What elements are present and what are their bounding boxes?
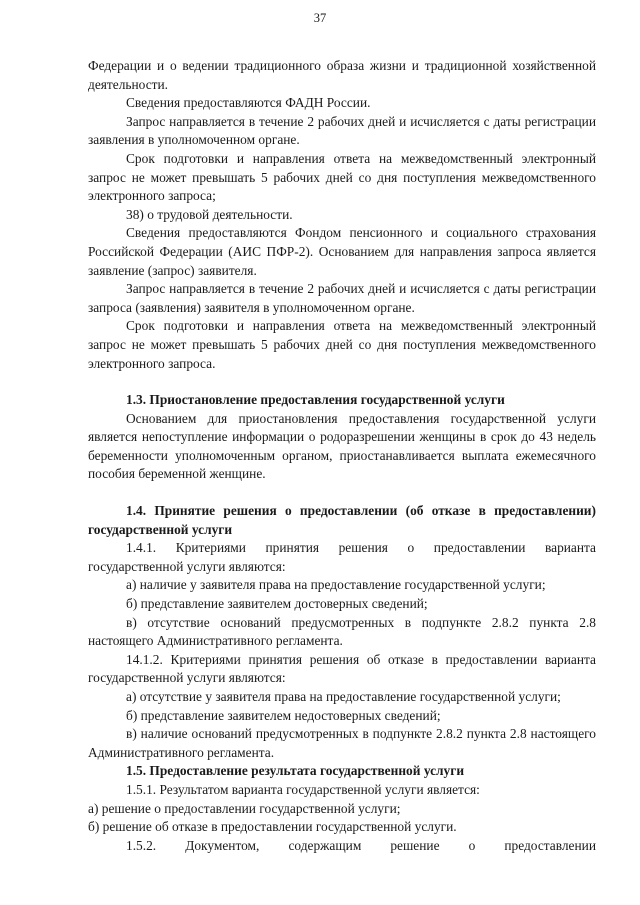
section-1-4-item: 14.1.2. Критериями принятия решения об отказе в предоставлении варианта государственной услуги являются: [88, 651, 596, 686]
section-heading-1-3: 1.3. Приостановление предоставления государственной услуги [126, 392, 505, 408]
paragraph: Сведения предоставляются ФАДН России. [126, 95, 371, 111]
section-1-4-item: в) отсутствие оснований предусмотренных в подпункте 2.8.2 пункта 2.8 настоящего Административного регламента. [88, 614, 596, 649]
paragraph: 38) о трудовой деятельности. [126, 206, 293, 222]
paragraph: Срок подготовки и направления ответа на межведомственный электронный запрос не может превышать 5 рабочих дней со дня поступления межведомственного электронного запроса. [88, 318, 596, 371]
page-number: 37 [313, 11, 327, 25]
section-1-4-item: а) отсутствие у заявителя права на предоставление государственной услуги; [126, 689, 561, 704]
paragraph: Федерации и о ведении традиционного образа жизни и традиционной хозяйственной деятельности. [88, 58, 596, 92]
section-1-4-item: а) наличие у заявителя права на предоставление государственной услуги; [126, 577, 546, 593]
section-1-4-item: в) наличие оснований предусмотренных в подпункте 2.8.2 пункта 2.8 настоящего Административного регламента. [88, 726, 596, 760]
section-1-5-item: 1.5.1. Результатом варианта государственной услуги является: [126, 781, 480, 797]
section-heading-1-5: 1.5. Предоставление результата государственной услуги [126, 763, 465, 779]
section-1-5-item: б) решение об отказе в предоставлении государственной услуги. [88, 819, 457, 835]
paragraph: Срок подготовки и направления ответа на межведомственный электронный запрос не может превышать 5 рабочих дней со дня поступления межведомственного электронного запроса; [88, 150, 596, 204]
section-1-3-text: Основанием для приостановления предоставления государственной услуги является непоступление информации о родоразрешении женщины в срок до 43 недель беременности уполномоченным органом, приостанавливается выплата ежемесячного пособия беременной женщине. [88, 410, 596, 482]
section-1-4-item: 1.4.1. Критериями принятия решения о предоставлении варианта государственной услуги являются: [88, 540, 596, 574]
section-1-5-item: а) решение о предоставлении государственной услуги; [88, 800, 401, 816]
section-1-5-item: 1.5.2. Документом, содержащим решение о предоставлении [126, 837, 596, 853]
paragraph: Запрос направляется в течение 2 рабочих дней и исчисляется с даты регистрации заявления в уполномоченном органе. [88, 113, 596, 148]
section-1-4-item: б) представление заявителем недостоверных сведений; [126, 707, 441, 723]
section-1-4-item: б) представление заявителем достоверных сведений; [126, 596, 428, 612]
section-heading-1-4: 1.4. Принятие решения о предоставлении (об отказе в предоставлении) государственной услуги [88, 503, 596, 537]
paragraph: Сведения предоставляются Фондом пенсионного и социального страхования Российской Федерации (АИС ПФР-2). Основанием для направления запроса является заявление (запрос) заявителя. [88, 225, 596, 278]
paragraph: Запрос направляется в течение 2 рабочих дней и исчисляется с даты регистрации запроса (заявления) заявителя в уполномоченном органе. [88, 281, 596, 315]
document-body [88, 57, 596, 855]
